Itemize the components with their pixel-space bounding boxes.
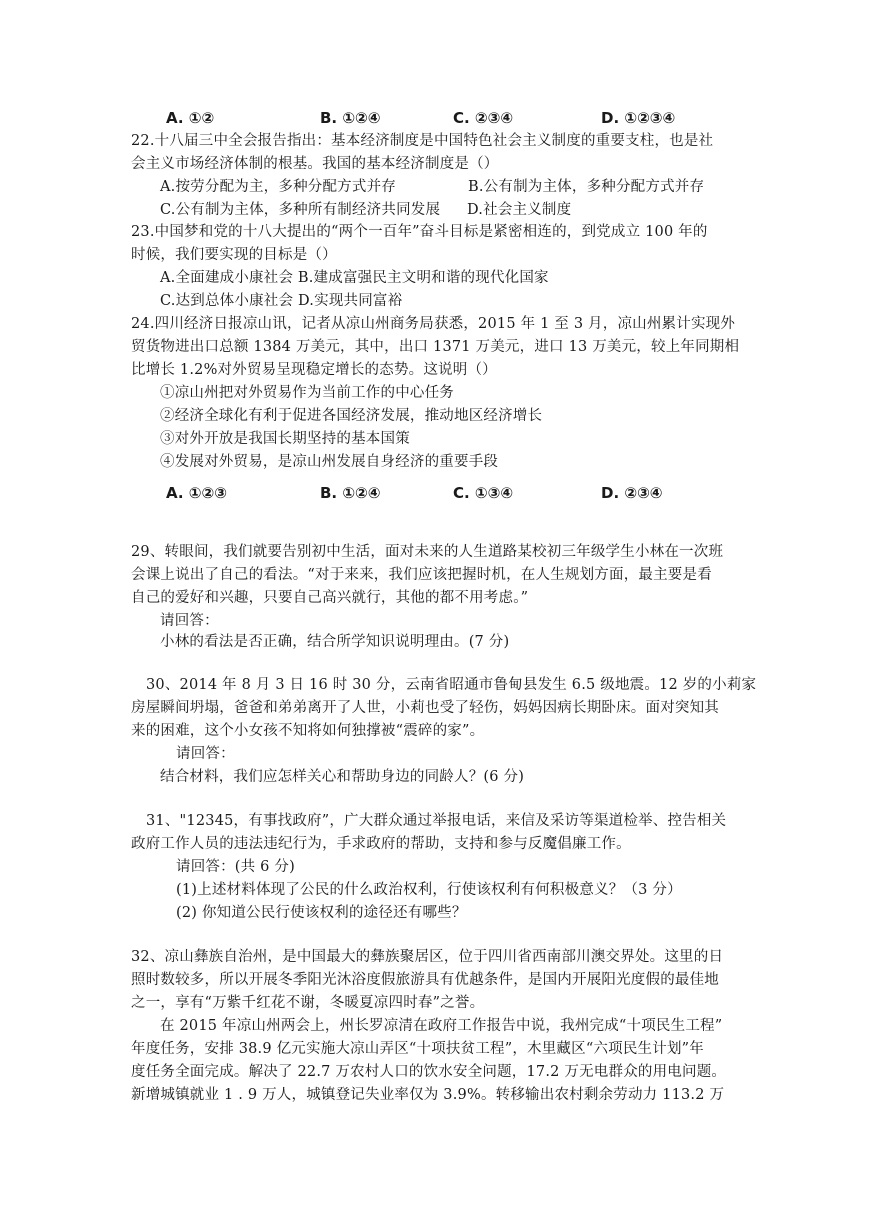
q24-stem-line1: 24.四川经济日报凉山讯，记者从凉山州商务局获悉，2015 年 1 至 3 月，凉山州累计实现外: [131, 316, 736, 332]
q32-line6: 度任务全面完成。解决了 22.7 万农村人口的饮水安全问题，17.2 万无电群众的用电问题。: [131, 1064, 727, 1080]
q31-line2: 政府工作人员的违法违纪行为，手求政府的帮助，支持和参与反魔倡廉工作。: [131, 836, 631, 852]
q30-line2: 房屋瞬间坍塌，爸爸和弟弟离开了人世，小莉也受了轻伤，妈妈因病长期卧床。面对突知其: [131, 700, 719, 716]
q23-stem-line1: 23.中国梦和党的十八大提出的“两个一百年”奋斗目标是紧密相连的，到党成立 100 年的: [131, 224, 708, 240]
q22-stem-line1: 22.十八届三中全会报告指出：基本经济制度是中国特色社会主义制度的重要支柱，也是社: [131, 133, 714, 149]
q24-option-c: C. ①③④: [453, 484, 514, 502]
q24-option-d: D. ②③④: [601, 484, 663, 502]
q30-prompt: 请回答：: [176, 746, 235, 762]
q24-option-a: A. ①②③: [166, 484, 227, 502]
q22-option-a: A.按劳分配为主，多种分配方式并存: [160, 179, 396, 195]
q24-item-4: ④发展对外贸易，是凉山州发展自身经济的重要手段: [160, 454, 499, 470]
q24-item-2: ②经济全球化有利于促进各国经济发展，推动地区经济增长: [160, 408, 543, 424]
q32-line3: 之一，享有“万紫千红花不谢，冬暖夏凉四时春”之誉。: [131, 995, 485, 1011]
q32-line7: 新增城镇就业 1 . 9 万人，城镇登记失业率仅为 3.9%。转移输出农村剩余劳动力 113.2 万: [131, 1087, 725, 1103]
q21-option-d: D. ①②③④: [601, 109, 676, 127]
q22-option-c: C.公有制为主体，多种所有制经济共同发展: [160, 202, 441, 218]
q23-stem-line2: 时候，我们要实现的目标是（）: [131, 247, 337, 263]
q23-option-ab: A.全面建成小康社会 B.建成富强民主文明和谐的现代化国家: [160, 270, 549, 286]
q24-stem-line3: 比增长 1.2%对外贸易呈现稳定增长的态势。这说明（）: [131, 362, 497, 378]
q30-line1: 30、2014 年 8 月 3 日 16 时 30 分，云南省昭通市鲁甸县发生 6.5 级地震。12 岁的小莉家: [146, 677, 757, 693]
q29-line2: 会课上说出了自己的看法。“对于来来，我们应该把握时机，在人生规划方面，最主要是看: [131, 567, 712, 583]
q32-line2: 照时数较多，所以开展冬季阳光沐浴度假旅游具有优越条件，是国内开展阳光度假的最佳地: [131, 972, 719, 988]
q22-stem-line2: 会主义市场经济体制的根基。我国的基本经济制度是（）: [131, 156, 499, 172]
q24-option-b: B. ①②④: [320, 484, 381, 502]
q29-question: 小林的看法是否正确，结合所学知识说明理由。(7 分): [160, 634, 510, 650]
q22-option-d: D.社会主义制度: [467, 202, 572, 218]
q31-sub-question-1: (1)上述材料体现了公民的什么政治权利，行使该权利有何积极意义？（3 分）: [176, 882, 682, 898]
q31-sub-question-2: (2) 你知道公民行使该权利的途径还有哪些？: [176, 905, 467, 921]
q24-stem-line2: 贸货物进出口总额 1384 万美元，其中，出口 1371 万美元，进口 13 万美元，较上年同期相: [131, 339, 740, 355]
q31-line1: 31、"12345，有事找政府”，广大群众通过举报电话，来信及采访等渠道检举、控告相关: [146, 813, 727, 829]
q21-option-b: B. ①②④: [320, 109, 381, 127]
q32-line1: 32、凉山彝族自治州，是中国最大的彝族聚居区，位于四川省西南部川澳交界处。这里的日: [131, 949, 724, 965]
q30-line3: 来的困难，这个小女孩不知将如何独撑被“震碎的家”。: [131, 723, 485, 739]
q32-line5: 年度任务，安排 38.9 亿元实施大凉山弄区“十项扶贫工程”，木里藏区“六项民生计划”年: [131, 1041, 704, 1057]
q23-option-cd: C.达到总体小康社会 D.实现共同富裕: [160, 293, 403, 309]
q22-option-b: B.公有制为主体，多种分配方式并存: [468, 179, 705, 195]
q21-option-a: A. ①②: [166, 109, 215, 127]
q32-line4: 在 2015 年凉山州两会上，州长罗凉清在政府工作报告中说，我州完成“十项民生工程”: [160, 1018, 723, 1034]
q30-question: 结合材料，我们应怎样关心和帮助身边的同龄人？(6 分): [160, 769, 525, 785]
q29-prompt: 请回答：: [160, 613, 219, 629]
q31-prompt: 请回答：(共 6 分): [176, 859, 295, 875]
q24-item-1: ①凉山州把对外贸易作为当前工作的中心任务: [160, 385, 454, 401]
q29-line3: 自己的爱好和兴趣，只要自己高兴就行，其他的都不用考虑。”: [131, 590, 529, 606]
q29-line1: 29、转眼间，我们就要告别初中生活，面对未来的人生道路某校初三年级学生小林在一次班: [131, 544, 724, 560]
q24-item-3: ③对外开放是我国长期坚持的基本国策: [160, 431, 410, 447]
q21-option-c: C. ②③④: [453, 109, 514, 127]
